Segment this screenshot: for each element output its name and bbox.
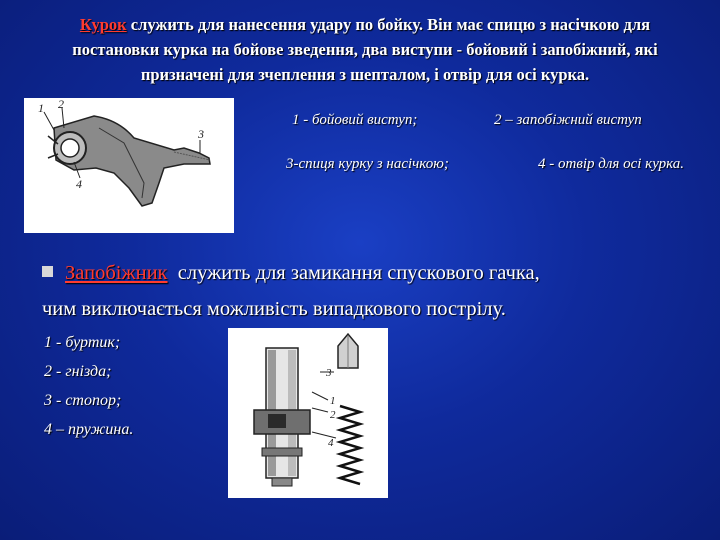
safety-text-line1: служить для замикання спускового гачка,	[177, 262, 540, 284]
safety-label-3: 3	[326, 367, 332, 379]
hammer-text: служить для нанесення удару по бойку. Він має спицю з насічкою для постановки курка на бойове зведення, два виступи - бойовий і запобіжний, які призначені для зчеплення з шепталом, і отвір для осі курка.	[72, 15, 658, 84]
safety-description	[42, 262, 540, 285]
hammer-legend-item-3: 3-спиця курку з насічкою;	[286, 156, 449, 172]
safety-label-1: 1	[330, 395, 336, 407]
safety-parts-list	[44, 332, 133, 448]
hammer-legend-item-2: 2 – запобіжний виступ	[494, 112, 642, 128]
hammer-legend-item-1: 1 - бойовий виступ;	[292, 112, 418, 128]
safety-drawing	[228, 328, 388, 498]
hammer-figure	[24, 98, 234, 233]
hammer-label-2: 2	[58, 98, 64, 111]
hammer-label-1: 1	[38, 101, 44, 115]
safety-figure	[228, 328, 388, 498]
hammer-label-4: 4	[76, 177, 82, 191]
list-item: 4 – пружина.	[44, 421, 134, 438]
safety-label-4: 4	[328, 437, 334, 449]
hammer-label-3: 3	[198, 127, 204, 141]
safety-term: Запобіжник	[65, 262, 168, 284]
hammer-term: Курок	[79, 15, 127, 34]
hammer-legend-item-4: 4 - отвір для осі курка.	[538, 156, 685, 172]
list-item: 1 - буртик;	[44, 334, 121, 351]
list-item: 2 - гнізда;	[44, 363, 112, 380]
hammer-description	[40, 12, 690, 87]
list-item: 3 - стопор;	[44, 392, 122, 409]
hammer-drawing	[24, 98, 234, 233]
safety-label-2: 2	[330, 409, 336, 421]
bullet-square-icon	[42, 266, 53, 277]
safety-text-line2: чим виключається можливість випадкового пострілу.	[42, 298, 506, 320]
